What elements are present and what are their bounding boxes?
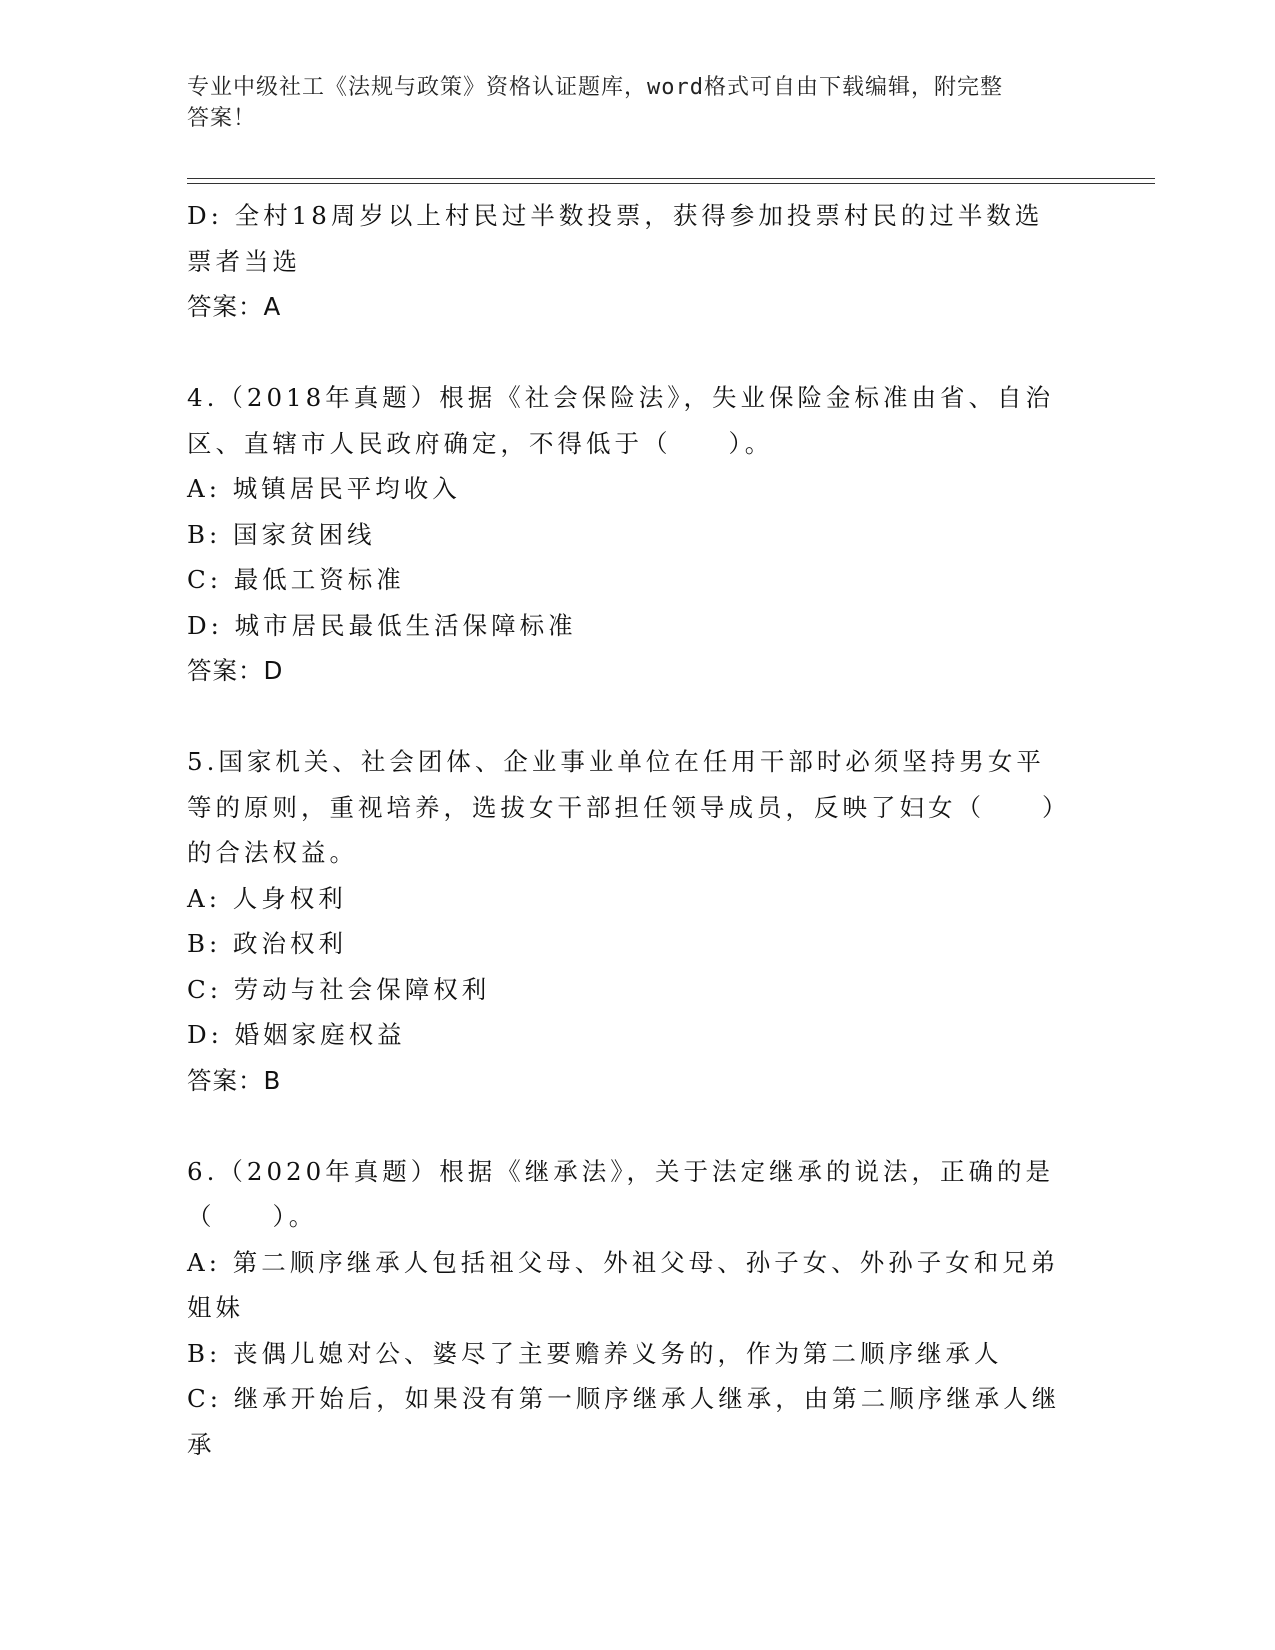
option-line: B: 政治权利 [187,929,348,958]
question-line: 的合法权益。 [187,838,358,867]
header-divider-thick [187,178,1155,179]
header-line-2: 答案！ [187,106,257,131]
option-line: B: 丧偶儿媳对公、婆尽了主要赡养义务的，作为第二顺序继承人 [187,1338,1003,1368]
header-line-1: 专业中级社工《法规与政策》资格认证题库，word格式可自由下载编辑，附完整 [187,75,1003,100]
option-line: B: 国家贫困线 [187,519,376,549]
option-line: D: 城市居民最低生活保障标准 [187,610,577,640]
question-line: （ ）。 [187,1202,318,1231]
option-line: A: 第二顺序继承人包括祖父母、外祖父母、孙子女、外孙子女和兄弟 [187,1247,1060,1277]
answer-line: 答案：A [187,292,282,321]
option-line: 承 [187,1429,216,1459]
block-spacer [187,694,1087,740]
question-block-q4 [187,375,1087,694]
question-line: 等的原则，重视培养，选拔女干部担任领导成员，反映了妇女（ ） [187,792,1071,822]
question-block-q5 [187,739,1087,1103]
question-line: 5.国家机关、社会团体、企业事业单位在任用干部时必须坚持男女平 [187,747,1045,776]
answer-line: 答案：B [187,1065,282,1095]
option-line: C: 最低工资标准 [187,565,405,594]
page-header [187,72,1067,134]
option-line: D: 婚姻家庭权益 [187,1020,406,1049]
option-line: C: 继承开始后，如果没有第一顺序继承人继承，由第二顺序继承人继 [187,1384,1061,1413]
question-line: 区、直辖市人民政府确定，不得低于（ ）。 [187,428,774,458]
header-divider-thin [187,183,1155,184]
option-line: A: 人身权利 [187,883,347,913]
option-line: A: 城镇居民平均收入 [187,474,461,503]
option-line: D: 全村18周岁以上村民过半数投票，获得参加投票村民的过半数选 [187,201,1044,230]
question-block-q3-tail [187,193,1087,330]
question-line: 6.（2020年真题）根据《继承法》，关于法定继承的说法，正确的是 [187,1156,1054,1186]
option-line: 票者当选 [187,246,301,276]
block-spacer [187,1103,1087,1149]
option-line: C: 劳动与社会保障权利 [187,974,491,1004]
question-block-q6 [187,1149,1087,1468]
option-line: 姐妹 [187,1293,244,1322]
answer-line: 答案：D [187,656,284,685]
question-line: 4.（2018年真题）根据《社会保险法》，失业保险金标准由省、自治 [187,383,1054,412]
question-content [187,193,1087,1467]
block-spacer [187,330,1087,376]
